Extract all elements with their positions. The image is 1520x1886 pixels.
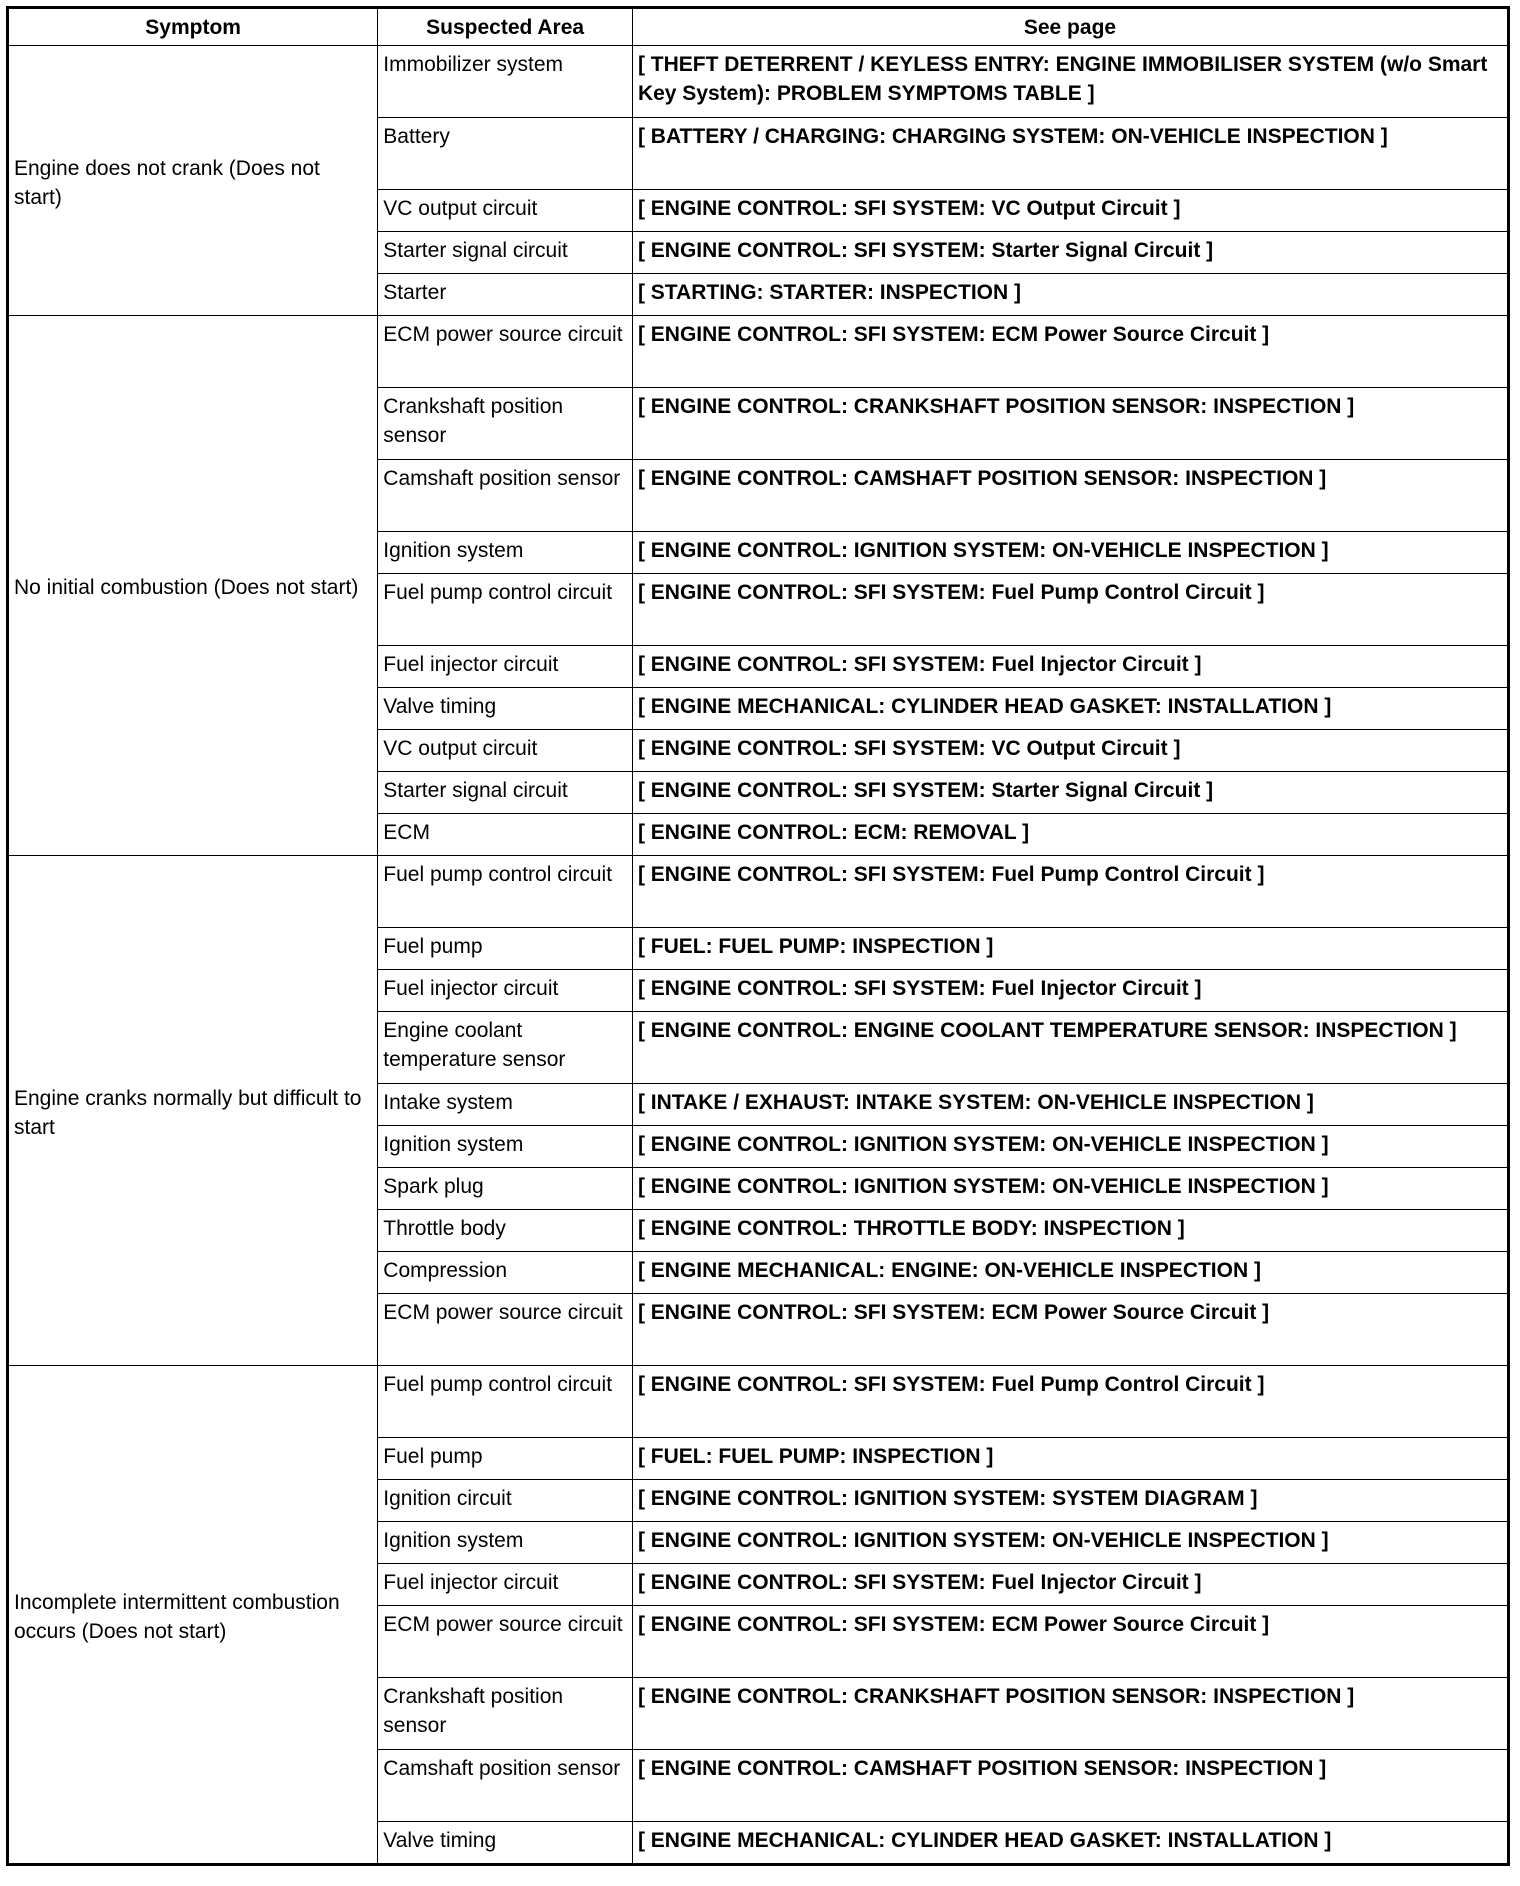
suspected-area-cell: Spark plug bbox=[378, 1168, 633, 1210]
suspected-area-cell: Camshaft position sensor bbox=[378, 1750, 633, 1822]
see-page-link[interactable]: [ FUEL: FUEL PUMP: INSPECTION ] bbox=[632, 928, 1508, 970]
suspected-area-cell: Ignition system bbox=[378, 1522, 633, 1564]
see-page-link[interactable]: [ ENGINE CONTROL: IGNITION SYSTEM: ON-VEHICLE INSPECTION ] bbox=[632, 1522, 1508, 1564]
suspected-area-cell: Ignition system bbox=[378, 1126, 633, 1168]
suspected-area-cell: Starter signal circuit bbox=[378, 232, 633, 274]
see-page-link[interactable]: [ ENGINE CONTROL: SFI SYSTEM: Fuel Injector Circuit ] bbox=[632, 970, 1508, 1012]
suspected-area-cell: Ignition circuit bbox=[378, 1480, 633, 1522]
see-page-link[interactable]: [ ENGINE CONTROL: SFI SYSTEM: VC Output Circuit ] bbox=[632, 730, 1508, 772]
see-page-link[interactable]: [ ENGINE CONTROL: SFI SYSTEM: Starter Signal Circuit ] bbox=[632, 772, 1508, 814]
see-page-link[interactable]: [ ENGINE MECHANICAL: CYLINDER HEAD GASKET: INSTALLATION ] bbox=[632, 1822, 1508, 1865]
see-page-link[interactable]: [ ENGINE CONTROL: SFI SYSTEM: ECM Power Source Circuit ] bbox=[632, 1294, 1508, 1366]
see-page-link[interactable]: [ ENGINE CONTROL: IGNITION SYSTEM: ON-VEHICLE INSPECTION ] bbox=[632, 532, 1508, 574]
see-page-link[interactable]: [ ENGINE CONTROL: CAMSHAFT POSITION SENSOR: INSPECTION ] bbox=[632, 1750, 1508, 1822]
see-page-link[interactable]: [ BATTERY / CHARGING: CHARGING SYSTEM: ON-VEHICLE INSPECTION ] bbox=[632, 118, 1508, 190]
see-page-link[interactable]: [ THEFT DETERRENT / KEYLESS ENTRY: ENGINE IMMOBILISER SYSTEM (w/o Smart Key System): PROBLEM SYMPTOMS TABLE ] bbox=[632, 46, 1508, 118]
table-row bbox=[8, 316, 1509, 388]
see-page-link[interactable]: [ ENGINE CONTROL: IGNITION SYSTEM: ON-VEHICLE INSPECTION ] bbox=[632, 1126, 1508, 1168]
suspected-area-cell: Engine coolant temperature sensor bbox=[378, 1012, 633, 1084]
table-row bbox=[8, 1366, 1509, 1438]
see-page-link[interactable]: [ ENGINE CONTROL: ECM: REMOVAL ] bbox=[632, 814, 1508, 856]
see-page-link[interactable]: [ ENGINE CONTROL: THROTTLE BODY: INSPECTION ] bbox=[632, 1210, 1508, 1252]
suspected-area-cell: Fuel injector circuit bbox=[378, 1564, 633, 1606]
symptom-cell: Incomplete intermittent combustion occurs (Does not start) bbox=[8, 1366, 378, 1865]
see-page-link[interactable]: [ ENGINE CONTROL: SFI SYSTEM: Fuel Pump Control Circuit ] bbox=[632, 856, 1508, 928]
suspected-area-cell: Ignition system bbox=[378, 532, 633, 574]
see-page-link[interactable]: [ ENGINE MECHANICAL: ENGINE: ON-VEHICLE INSPECTION ] bbox=[632, 1252, 1508, 1294]
table-row bbox=[8, 46, 1509, 118]
suspected-area-cell: Valve timing bbox=[378, 688, 633, 730]
see-page-link[interactable]: [ ENGINE CONTROL: IGNITION SYSTEM: SYSTEM DIAGRAM ] bbox=[632, 1480, 1508, 1522]
suspected-area-cell: Fuel pump control circuit bbox=[378, 574, 633, 646]
header-see-page: See page bbox=[632, 8, 1508, 46]
see-page-link[interactable]: [ ENGINE CONTROL: CRANKSHAFT POSITION SENSOR: INSPECTION ] bbox=[632, 1678, 1508, 1750]
suspected-area-cell: VC output circuit bbox=[378, 730, 633, 772]
see-page-link[interactable]: [ ENGINE MECHANICAL: CYLINDER HEAD GASKET: INSTALLATION ] bbox=[632, 688, 1508, 730]
suspected-area-cell: Valve timing bbox=[378, 1822, 633, 1865]
symptom-cell: Engine does not crank (Does not start) bbox=[8, 46, 378, 316]
see-page-link[interactable]: [ ENGINE CONTROL: SFI SYSTEM: Fuel Pump Control Circuit ] bbox=[632, 574, 1508, 646]
suspected-area-cell: Fuel injector circuit bbox=[378, 970, 633, 1012]
suspected-area-cell: Crankshaft position sensor bbox=[378, 1678, 633, 1750]
suspected-area-cell: Battery bbox=[378, 118, 633, 190]
suspected-area-cell: Fuel pump control circuit bbox=[378, 856, 633, 928]
suspected-area-cell: Starter signal circuit bbox=[378, 772, 633, 814]
see-page-link[interactable]: [ ENGINE CONTROL: SFI SYSTEM: ECM Power Source Circuit ] bbox=[632, 316, 1508, 388]
see-page-link[interactable]: [ ENGINE CONTROL: CAMSHAFT POSITION SENSOR: INSPECTION ] bbox=[632, 460, 1508, 532]
see-page-link[interactable]: [ ENGINE CONTROL: SFI SYSTEM: Fuel Injector Circuit ] bbox=[632, 646, 1508, 688]
see-page-link[interactable]: [ ENGINE CONTROL: SFI SYSTEM: Fuel Injector Circuit ] bbox=[632, 1564, 1508, 1606]
header-row bbox=[8, 8, 1509, 46]
see-page-link[interactable]: [ ENGINE CONTROL: SFI SYSTEM: VC Output Circuit ] bbox=[632, 190, 1508, 232]
header-symptom: Symptom bbox=[8, 8, 378, 46]
suspected-area-cell: Fuel pump bbox=[378, 928, 633, 970]
suspected-area-cell: Fuel pump control circuit bbox=[378, 1366, 633, 1438]
see-page-link[interactable]: [ ENGINE CONTROL: SFI SYSTEM: ECM Power Source Circuit ] bbox=[632, 1606, 1508, 1678]
see-page-link[interactable]: [ ENGINE CONTROL: IGNITION SYSTEM: ON-VEHICLE INSPECTION ] bbox=[632, 1168, 1508, 1210]
see-page-link[interactable]: [ ENGINE CONTROL: SFI SYSTEM: Starter Signal Circuit ] bbox=[632, 232, 1508, 274]
suspected-area-cell: ECM power source circuit bbox=[378, 316, 633, 388]
see-page-link[interactable]: [ STARTING: STARTER: INSPECTION ] bbox=[632, 274, 1508, 316]
suspected-area-cell: Starter bbox=[378, 274, 633, 316]
suspected-area-cell: VC output circuit bbox=[378, 190, 633, 232]
suspected-area-cell: Camshaft position sensor bbox=[378, 460, 633, 532]
table-row bbox=[8, 856, 1509, 928]
suspected-area-cell: Throttle body bbox=[378, 1210, 633, 1252]
symptom-cell: Engine cranks normally but difficult to start bbox=[8, 856, 378, 1366]
suspected-area-cell: Intake system bbox=[378, 1084, 633, 1126]
symptoms-table bbox=[6, 6, 1510, 1866]
see-page-link[interactable]: [ INTAKE / EXHAUST: INTAKE SYSTEM: ON-VEHICLE INSPECTION ] bbox=[632, 1084, 1508, 1126]
suspected-area-cell: Fuel injector circuit bbox=[378, 646, 633, 688]
see-page-link[interactable]: [ ENGINE CONTROL: SFI SYSTEM: Fuel Pump Control Circuit ] bbox=[632, 1366, 1508, 1438]
see-page-link[interactable]: [ ENGINE CONTROL: ENGINE COOLANT TEMPERATURE SENSOR: INSPECTION ] bbox=[632, 1012, 1508, 1084]
suspected-area-cell: ECM power source circuit bbox=[378, 1606, 633, 1678]
suspected-area-cell: Fuel pump bbox=[378, 1438, 633, 1480]
see-page-link[interactable]: [ FUEL: FUEL PUMP: INSPECTION ] bbox=[632, 1438, 1508, 1480]
suspected-area-cell: ECM power source circuit bbox=[378, 1294, 633, 1366]
see-page-link[interactable]: [ ENGINE CONTROL: CRANKSHAFT POSITION SENSOR: INSPECTION ] bbox=[632, 388, 1508, 460]
suspected-area-cell: Immobilizer system bbox=[378, 46, 633, 118]
suspected-area-cell: ECM bbox=[378, 814, 633, 856]
table-body bbox=[8, 46, 1509, 1865]
symptom-cell: No initial combustion (Does not start) bbox=[8, 316, 378, 856]
suspected-area-cell: Compression bbox=[378, 1252, 633, 1294]
suspected-area-cell: Crankshaft position sensor bbox=[378, 388, 633, 460]
header-suspected-area: Suspected Area bbox=[378, 8, 633, 46]
